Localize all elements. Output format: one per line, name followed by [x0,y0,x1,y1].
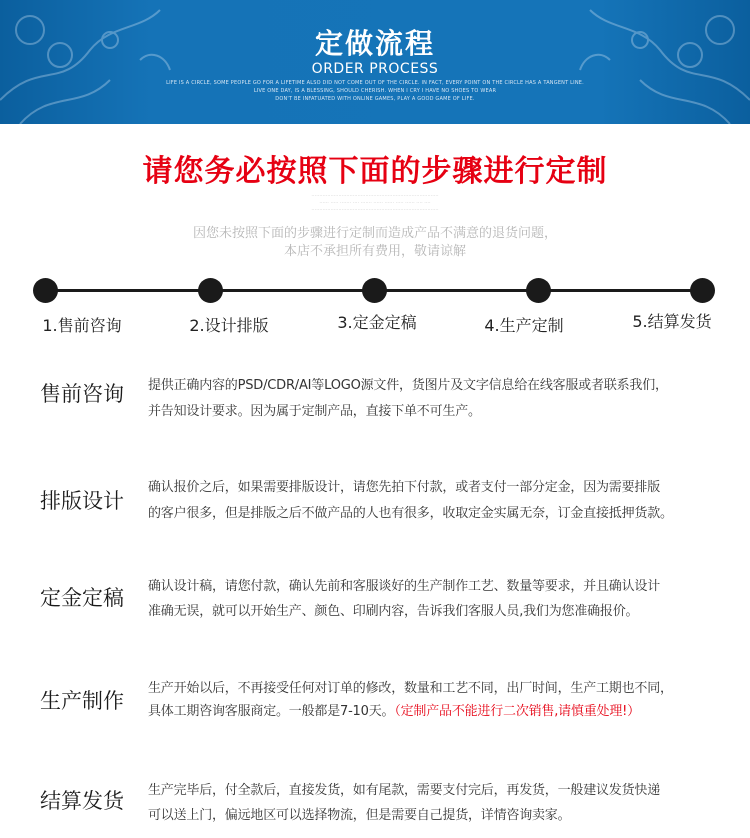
notice-line-2: 本店不承担所有费用，敬请谅解 [283,244,466,259]
timeline-dot-3 [362,278,387,303]
notice-line-1: 因您未按照下面的步骤进行定制而造成产品不满意的退货问题， [192,226,557,241]
timeline-dot-5 [690,278,715,303]
timeline-dot-4 [526,278,551,303]
production-period-text: 具体工期咨询客服商定。一般都是7-10天。 [148,704,395,719]
decorative-text-line-3: ................................................................................ [311,206,439,212]
step-label-3: 3.定金定稿 [337,313,417,332]
section-text-line: 准确无误，就可以开始生产、颜色、印刷内容，告诉我们客服人员,我们为您准确报价。 [148,604,639,619]
main-heading: 请您务必按照下面的步骤进行定制 [142,154,608,189]
step-label-4: 4.生产定制 [484,316,564,335]
section-text-line: 并告知设计要求。因为属于定制产品，直接下单不可生产。 [148,404,481,419]
decorative-text-line-2: ...... ..... ....... .... ....... ...... ...... ..... ...... .... .... [319,199,431,205]
section-text-line: 可以送上门，偏远地区可以选择物流，但是需要自己提货，详情咨询卖家。 [148,808,571,823]
section-title: 排版设计 [40,489,124,513]
section-title: 定金定稿 [40,586,124,610]
step-label-5: 5.结算发货 [632,312,712,331]
section-title: 结算发货 [40,789,124,813]
section-text-line: 提供正确内容的PSD/CDR/AI等LOGO源文件，货图片及文字信息给在线客服或者联系我们， [148,378,668,393]
banner-tagline-3: DON'T BE INFATUATED WITH ONLINE GAMES, PLAY A GOOD GAME OF LIFE. [275,96,475,102]
section-text-line: 确认报价之后，如果需要排版设计，请您先拍下付款，或者支付一部分定金，因为需要排版 [148,480,661,495]
step-label-2: 2.设计排版 [189,316,269,335]
banner-subtitle: ORDER PROCESS [311,61,439,77]
section-title: 售前咨询 [40,382,124,406]
banner-title: 定做流程 [314,27,435,60]
section-text-line: 生产完毕后，付全款后，直接发货，如有尾款，需要支付完后，再发货，一般建议发货快递 [148,783,661,798]
section-title: 生产制作 [40,689,124,713]
step-label-1: 1.售前咨询 [42,316,122,335]
banner-tagline-2: LIVE ONE DAY, IS A BLESSING, SHOULD CHERISH. WHEN I CRY I HAVE NO SHOES TO WEAR [253,88,497,94]
decorative-text-line-1: ................................................................................ [311,192,439,198]
section-text-line: 的客户很多，但是排版之后不做产品的人也有很多，收取定金实属无奈，订金直接抵押货款。 [148,506,673,521]
section-text-line: 生产开始以后，不再接受任何对订单的修改，数量和工艺不同，出厂时间，生产工期也不同， [148,681,673,696]
timeline-dot-1 [33,278,58,303]
banner-tagline-1: LIFE IS A CIRCLE, SOME PEOPLE GO FOR A LIFETIME ALSO DID NOT COME OUT OF THE CIRCLE. IN FACT, EVERY POINT ON THE CIRCLE HAS A TANGENT LINE. [166,80,584,86]
section-text-line [148,700,733,719]
warning-text: （定制产品不能进行二次销售,请慎重处理!） [394,704,640,719]
header-banner [0,0,750,124]
timeline-dot-2 [198,278,223,303]
section-text-line: 确认设计稿，请您付款，确认先前和客服谈好的生产制作工艺、数量等要求，并且确认设计 [148,579,661,594]
